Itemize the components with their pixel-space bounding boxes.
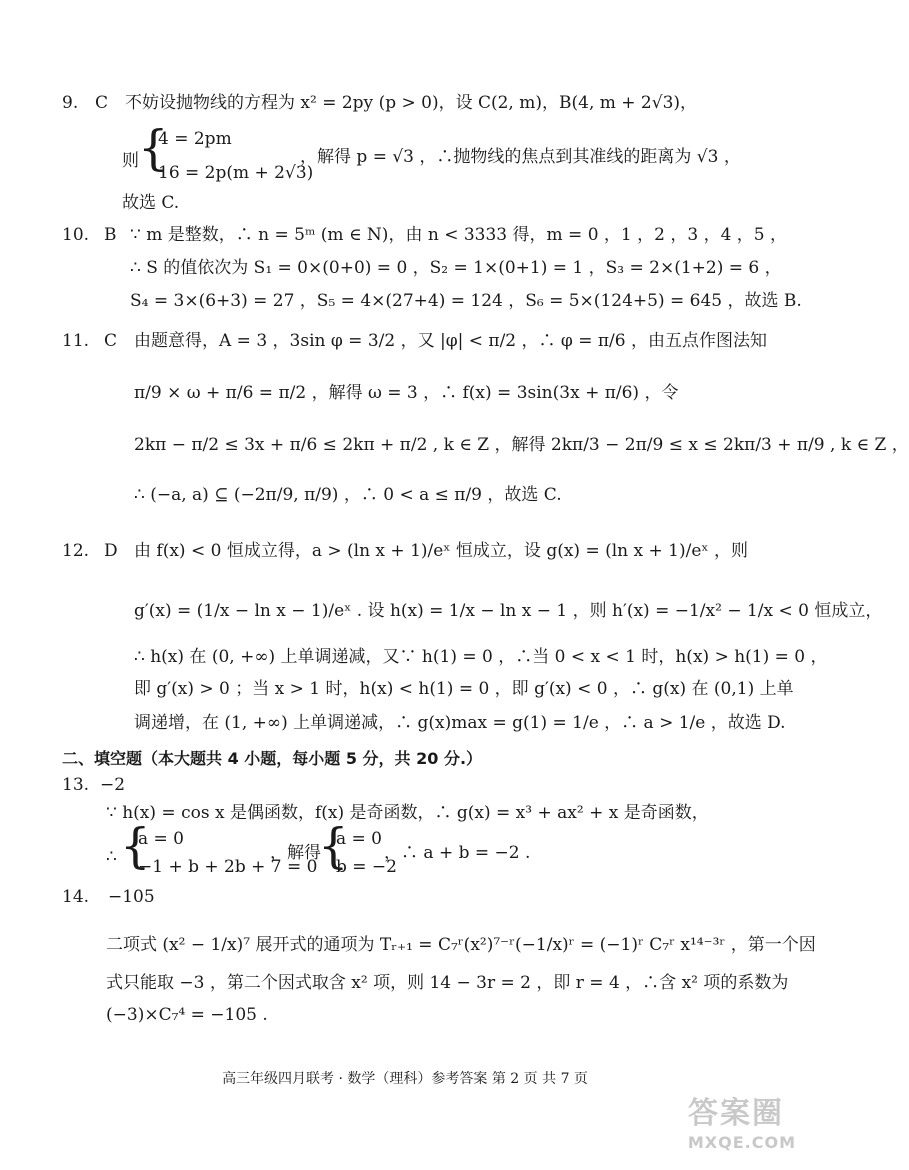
q9-system-suffix: ，解得 p = √3 ，∴抛物线的焦点到其准线的距离为 √3 ， [300,147,741,167]
q12-line3: ∴ h(x) 在 (0, +∞) 上单调递减，又∵ h(1) = 0 ，∴当 0 < x < 1 时，h(x) > h(1) = 0 ， [134,647,828,667]
q14-line3: (−3)×C₇⁴ = −105 . [106,1005,268,1025]
q11-number: 11. [62,331,90,351]
q13-system2-eq1: a = 0 [336,829,383,849]
q9-system-prefix: 则 [122,151,139,171]
section-fill-in-title: 二、填空题（本大题共 4 小题，每小题 5 分，共 20 分.） [62,749,483,768]
q13-system2-brace: { [318,818,349,874]
watermark-bottom-text: MXQE.COM [687,1133,796,1152]
q12-line5: 调递增，在 (1, +∞) 上单调递减，∴ g(x)max = g(1) = 1/e ，∴ a > 1/e ，故选 D. [134,713,786,733]
q14-answer: −105 [108,887,155,907]
q12-line4: 即 g′(x) > 0 ；当 x > 1 时，h(x) < h(1) = 0 ，即 g′(x) < 0 ，∴ g(x) 在 (0,1) 上单 [134,679,794,699]
q14-line1: 二项式 (x² − 1/x)⁷ 展开式的通项为 Tᵣ₊₁ = C₇ʳ(x²)⁷⁻ʳ(−1/x)ʳ = (−1)ʳ C₇ʳ x¹⁴⁻³ʳ ，第一个因 [106,935,816,955]
q12-number: 12. [62,541,90,561]
q10-number: 10. [62,225,90,245]
q11-answer: C [104,331,118,351]
q10-answer: B [104,225,117,245]
q13-system-suffix: ，∴ a + b = −2 . [384,843,531,863]
q10-line2: ∴ S 的值依次为 S₁ = 0×(0+0) = 0 ，S₂ = 1×(0+1) = 1 ，S₃ = 2×(1+2) = 6 ， [130,258,782,278]
q14-number: 14. [62,887,90,907]
q11-line3: 2kπ − π/2 ≤ 3x + π/6 ≤ 2kπ + π/2 , k ∈ Z ，解得 2kπ/3 − 2π/9 ≤ x ≤ 2kπ/3 + π/9 , k ∈ Z ， [134,435,909,455]
q13-system-brace: { [120,818,151,874]
q13-system-mid: ，解得 [270,843,321,863]
q9-answer: C [95,93,109,113]
page-footer: 高三年级四月联考 · 数学（理科）参考答案 第 2 页 共 7 页 [222,1071,588,1087]
q10-line3: S₄ = 3×(6+3) = 27 ，S₅ = 4×(27+4) = 124 ，S₆ = 5×(124+5) = 645 ，故选 B. [130,291,802,311]
q9-number: 9. [62,93,79,113]
q12-line2: g′(x) = (1/x − ln x − 1)/eˣ . 设 h(x) = 1/x − ln x − 1 ，则 h′(x) = −1/x² − 1/x < 0 恒成立， [134,601,883,621]
q13-system-eq2: −1 + b + 2b + 7 = 0 [138,857,318,877]
q13-line1: ∵ h(x) = cos x 是偶函数，f(x) 是奇函数，∴ g(x) = x³ + ax² + x 是奇函数， [106,803,709,823]
q9-line1: 不妨设抛物线的方程为 x² = 2py (p > 0)，设 C(2, m)，B(4, m + 2√3)， [125,93,698,113]
q11-line4: ∴ (−a, a) ⊆ (−2π/9, π/9) ，∴ 0 < a ≤ π/9 ，故选 C. [134,485,562,505]
q10-line1: ∵ m 是整数，∴ n = 5ᵐ (m ∈ N)，由 n < 3333 得，m = 0 ，1 ，2 ，3 ，4 ，5 ， [130,225,788,245]
q13-system2-eq2: b = −2 [336,857,397,877]
watermark-top-text: 答案圈 [688,1096,784,1131]
q13-answer: −2 [100,775,126,795]
q9-line3: 故选 C. [122,193,180,213]
q9-system-eq2: 16 = 2p(m + 2√3) [158,163,314,183]
q11-line1: 由题意得，A = 3 ，3sin φ = 3/2 ，又 |φ| < π/2 ，∴ φ = π/6 ，由五点作图法知 [134,331,768,351]
q12-answer: D [104,541,118,561]
q11-line2: π/9 × ω + π/6 = π/2 ，解得 ω = 3 ，∴ f(x) = 3sin(3x + π/6) ，令 [134,383,679,403]
q9-system-eq1: 4 = 2pm [158,129,232,149]
q13-system-eq1: a = 0 [138,829,185,849]
watermark-logo [666,1088,796,1152]
q13-system-prefix: ∴ [106,847,117,867]
q9-system-brace: { [138,120,169,176]
q12-line1: 由 f(x) < 0 恒成立得，a > (ln x + 1)/eˣ 恒成立，设 g(x) = (ln x + 1)/eˣ ，则 [134,541,749,561]
q14-line2: 式只能取 −3 ，第二个因式取含 x² 项，则 14 − 3r = 2 ，即 r = 4 ，∴含 x² 项的系数为 [106,973,789,993]
q13-number: 13. [62,775,90,795]
